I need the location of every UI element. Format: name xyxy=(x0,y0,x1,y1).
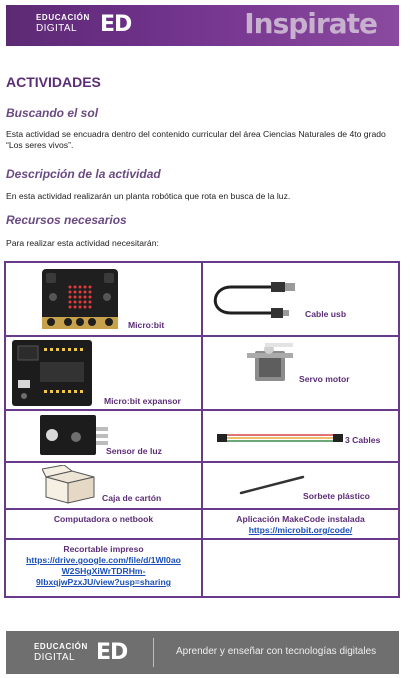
cell-empty xyxy=(202,539,399,597)
footer-divider xyxy=(153,638,154,667)
footer-brand xyxy=(34,643,88,663)
recortable-link-line-2: W2SHgXiWrTDRHm- xyxy=(61,566,146,576)
label-caja: Caja de cartón xyxy=(102,493,162,503)
label-microbit: Micro:bit xyxy=(128,320,165,330)
straw-icon xyxy=(239,475,305,495)
header-title: Inspirate xyxy=(244,7,377,40)
subtitle-descripcion: Descripción de la actividad xyxy=(6,167,161,181)
cell-computadora xyxy=(5,509,202,539)
footer-tagline: Aprender y enseñar con tecnologías digitales xyxy=(176,646,377,657)
cell-cables xyxy=(202,410,399,462)
footer-banner xyxy=(6,631,399,674)
microbit-icon xyxy=(42,269,118,329)
header-brand-mark: ED xyxy=(100,12,132,37)
label-sorbete: Sorbete plástico xyxy=(303,491,370,501)
cardboard-box-icon xyxy=(42,465,98,505)
cell-servo xyxy=(202,336,399,410)
label-cables: 3 Cables xyxy=(345,435,381,445)
cell-caja xyxy=(5,462,202,509)
cell-sorbete xyxy=(202,462,399,509)
servo-motor-icon xyxy=(247,343,299,385)
header-banner xyxy=(6,5,399,46)
cell-sensor xyxy=(5,410,202,462)
recortable-link-line-3: 9IbxqjwPzxJU/view?usp=sharing xyxy=(36,577,171,587)
label-computadora: Computadora o netbook xyxy=(53,514,154,524)
paragraph-recursos: Para realizar esta actividad necesitarán: xyxy=(6,238,159,248)
cell-expansor xyxy=(5,336,202,410)
subtitle-buscando: Buscando el sol xyxy=(6,106,99,120)
paragraph-context: Esta actividad se encuadra dentro del contenido curricular del área Ciencias Naturales de 4to grado “Los seres vivos”. xyxy=(6,129,386,150)
cell-microbit xyxy=(5,262,202,336)
resources-table xyxy=(4,261,400,598)
header-brand-bottom: DIGITAL xyxy=(36,23,77,34)
paragraph-descripcion: En esta actividad realizarán un planta robótica que rota en busca de la luz. xyxy=(6,191,291,201)
usb-cable-icon xyxy=(207,277,299,323)
cell-recortable xyxy=(5,539,202,597)
subtitle-recursos: Recursos necesarios xyxy=(6,213,127,227)
label-makecode: Aplicación MakeCode instalada xyxy=(236,514,365,524)
cell-makecode xyxy=(202,509,399,539)
header-brand xyxy=(36,14,90,34)
makecode-link[interactable]: https://microbit.org/code/ xyxy=(248,525,353,535)
light-sensor-icon xyxy=(40,415,108,455)
label-expansor: Micro:bit expansor xyxy=(104,396,181,406)
cell-cable-usb xyxy=(202,262,399,336)
label-sensor: Sensor de luz xyxy=(106,446,162,456)
label-recortable: Recortable impreso xyxy=(63,544,144,554)
section-title: ACTIVIDADES xyxy=(6,74,101,90)
recortable-link[interactable] xyxy=(6,555,201,588)
expansion-board-icon xyxy=(12,340,92,406)
footer-brand-bottom: DIGITAL xyxy=(34,652,75,663)
label-servo: Servo motor xyxy=(299,374,350,384)
footer-brand-mark: ED xyxy=(96,640,128,665)
header-brand-top: EDUCACIÓN xyxy=(36,13,90,22)
label-cable-usb: Cable usb xyxy=(305,309,347,319)
recortable-link-line-1: https://drive.google.com/file/d/1WI0ao xyxy=(26,555,181,565)
cables-icon xyxy=(217,431,343,445)
footer-brand-top: EDUCACIÓN xyxy=(34,642,88,651)
